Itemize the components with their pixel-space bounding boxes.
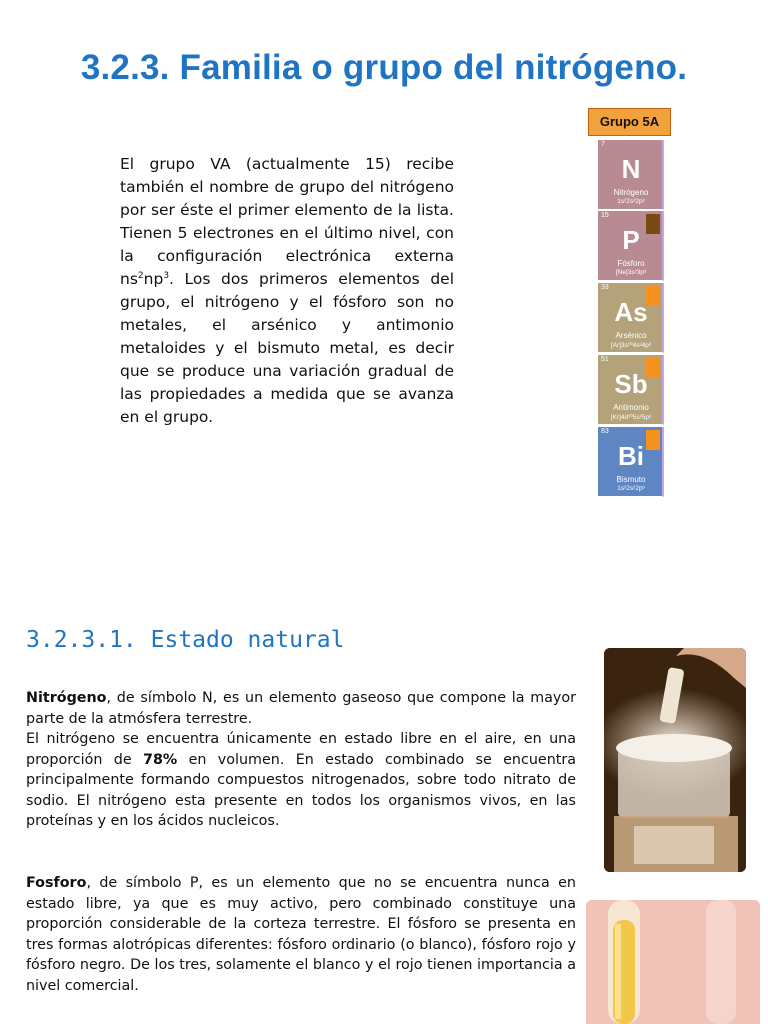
element-cell-phosphorus: [598, 211, 664, 281]
element-number: 7: [601, 141, 605, 148]
periodic-group-column: [598, 140, 666, 500]
nitrogen-paragraph-2: [26, 729, 576, 832]
element-cell-antimony: [598, 355, 664, 425]
liquid-nitrogen-illustration: [604, 648, 746, 872]
intro-sup-2: 3: [163, 270, 170, 281]
intro-paragraph: [120, 153, 454, 429]
element-cell-bismuth: [598, 427, 664, 497]
element-name: Antimonio: [613, 403, 649, 412]
element-symbol: Sb: [614, 369, 648, 399]
nitrogen-percent: 78%: [143, 751, 178, 768]
phosphorus-term: Fosforo: [26, 875, 87, 891]
element-number: 15: [601, 212, 609, 219]
intro-sup-1: 2: [137, 270, 144, 281]
nitrogen-paragraph-1: [26, 688, 576, 729]
element-number: 83: [601, 428, 609, 435]
section-subtitle: 3.2.3.1. Estado natural: [26, 627, 345, 653]
intro-text-mid: np: [143, 270, 164, 288]
liquid-nitrogen-photo: [604, 648, 746, 872]
phosphorus-test-tube-photo: [586, 900, 760, 1024]
element-symbol: N: [621, 154, 641, 184]
element-cell-nitrogen: [598, 140, 664, 210]
nitrogen-p2-after: en volumen. En estado combinado se encuentra principalmente formando compuestos nitrogenados, sobre todo nitrato de sodio. El nitrógeno esta presente en todos los organismos vivos, en las proteínas y en los ácidos nucleicos.: [26, 751, 577, 830]
element-symbol: P: [622, 225, 640, 255]
element-config: 1s²2s²2p³: [617, 198, 645, 205]
group-label: Grupo 5A: [588, 108, 671, 136]
element-name: Fósforo: [617, 259, 645, 268]
page-title: 3.2.3. Familia o grupo del nitrógeno.: [80, 48, 688, 87]
element-name: Arsénico: [615, 331, 647, 340]
element-symbol: Bi: [618, 441, 644, 471]
element-number: 33: [601, 284, 609, 291]
phosphorus-illustration: [586, 900, 760, 1024]
element-config: [Kr]4d¹⁰5s²5p³: [610, 414, 652, 421]
element-symbol: As: [614, 297, 648, 327]
intro-text-before: El grupo VA (actualmente 15) recibe también el nombre de grupo del nitrógeno por ser éste el primer elemento de la lista. Tienen 5 electrones en el último nivel, con la configuración electrónica externa ns: [120, 155, 454, 288]
element-number: 51: [601, 356, 609, 363]
phosphorus-text: , de símbolo P, es un elemento que no se encuentra nunca en estado libre, ya que es muy activo, pero combinado constituye una proporción considerable de la corteza terrestre. El fósforo se presenta en tres formas alotrópicas diferentes: fósforo ordinario (o blanco), fósforo rojo y fósforo negro. De los tres, solamente el blanco y el rojo tienen importancia a nivel comercial.: [26, 875, 576, 994]
element-name: Bismuto: [616, 475, 646, 484]
nitrogen-line1-text: , de símbolo N, es un elemento gaseoso que compone la mayor parte de la atmósfera terrestre.: [26, 690, 576, 727]
element-config: [Ne]3s²3p³: [615, 269, 647, 276]
element-config: 1s²2s²2p³: [617, 485, 645, 492]
element-cell-arsenic: [598, 283, 664, 353]
nitrogen-term: Nitrógeno: [26, 690, 107, 706]
nitrogen-p2-before: El nitrógeno se encuentra únicamente en estado libre en el aire, en una proporción de: [26, 731, 576, 768]
intro-text-after: . Los dos primeros elementos del grupo, el nitrógeno y el fósforo son no metales, el arsénico y antimonio metaloides y el bismuto metal, es decir que se produce una variación gradual de las propiedades a medida que se avanza en el grupo.: [120, 270, 454, 426]
phosphorus-paragraph: [26, 873, 576, 997]
element-name: Nitrógeno: [613, 188, 649, 197]
element-config: [Ar]3s¹⁰4s²4p³: [610, 342, 652, 349]
